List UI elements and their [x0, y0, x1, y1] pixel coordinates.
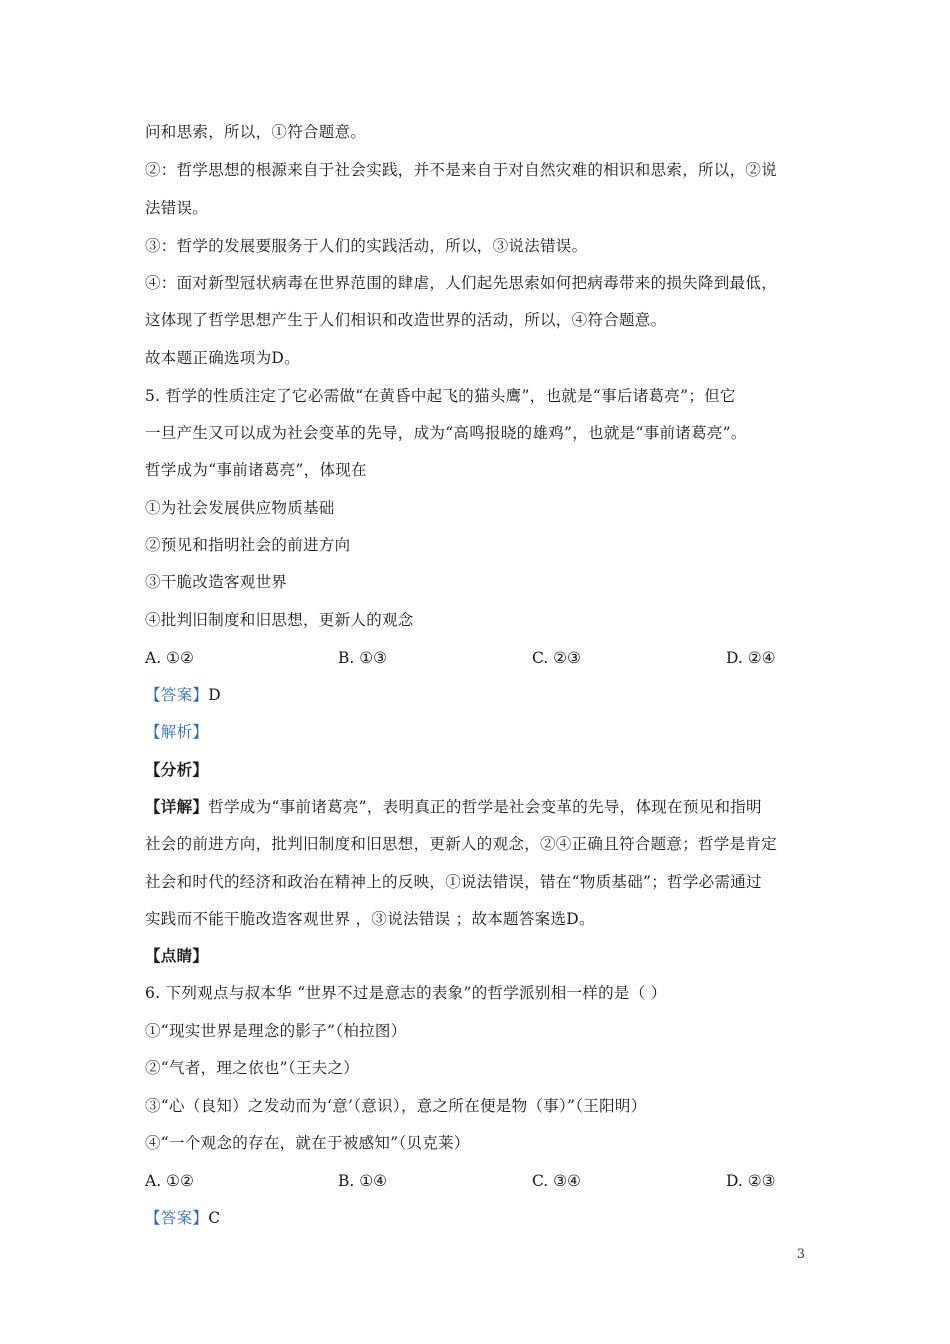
option-a: A. ①②: [145, 649, 194, 667]
option-d: D. ②④: [726, 649, 776, 667]
dianjing-tag: 【点睛】: [145, 946, 209, 965]
paragraph-line: ④：面对新型冠状病毒在世界范围的肆虐，人们起先思索如何把病毒带来的损失降到最低，: [145, 274, 778, 292]
answer-value: D: [208, 686, 221, 704]
question-6-item: ③“心（良知）之发动而为‘意’（意识），意之所在便是物（事）”（王阳明）: [145, 1097, 647, 1115]
answer-line: [145, 1208, 810, 1228]
page-number: 3: [796, 1247, 805, 1262]
option-c: C. ③④: [532, 1172, 581, 1190]
answer-tag: 【答案】: [145, 1209, 209, 1227]
question-5-stem: 5. 哲学的性质注定了它必需做“在黄昏中起飞的猫头鹰”，也就是“事后诸葛亮”；但它: [145, 387, 736, 405]
paragraph-line: ③：哲学的发展要服务于人们的实践活动，所以，③说法错误。: [145, 237, 588, 255]
fenxi-tag: 【分析】: [145, 760, 209, 779]
detail-tag: 【详解】: [145, 797, 209, 816]
question-6-item: ④“一个观念的存在，就在于被感知”（贝克莱）: [145, 1134, 470, 1152]
option-a: A. ①②: [145, 1172, 194, 1190]
question-5-item: ①为社会发展供应物质基础: [145, 499, 335, 517]
question-5-item: ②预见和指明社会的前进方向: [145, 536, 351, 554]
answer-tag: 【答案】: [145, 686, 209, 704]
detail-line: 社会和时代的经济和政治在精神上的反映，①说法错误，错在“物质基础”；哲学必需通过: [145, 873, 762, 891]
paragraph-line: ②：哲学思想的根源来自于社会实践，并不是来自于对自然灾难的相识和思索，所以，②说: [145, 161, 778, 179]
option-b: B. ①③: [338, 649, 388, 667]
paragraph-line: 问和思索，所以，①符合题意。: [145, 123, 367, 141]
answer-value: C: [208, 1209, 221, 1227]
detail-line: 实践而不能干脆改造客观世界 ，③说法错误 ；故本题答案选D。: [145, 910, 595, 928]
detail-line: [145, 797, 810, 817]
option-c: C. ②③: [532, 649, 581, 667]
paragraph-line: 这体现了哲学思想产生于人们相识和改造世界的活动，所以，④符合题意。: [145, 311, 667, 329]
option-b: B. ①④: [338, 1172, 388, 1190]
question-6-stem: 6. 下列观点与叔本华 “世界不过是意志的表象”的哲学派别相一样的是（ ）: [145, 984, 667, 1002]
question-6-item: ②“气者，理之依也”（王夫之）: [145, 1059, 360, 1077]
question-5-item: ④批判旧制度和旧思想，更新人的观念: [145, 611, 414, 629]
answer-line: [145, 685, 810, 705]
question-5-stem: 一旦产生又可以成为社会变革的先导，成为“高鸣报晓的雄鸡”，也就是“事前诸葛亮”。: [145, 424, 747, 442]
detail-line: 社会的前进方向，批判旧制度和旧思想，更新人的观念，②④正确且符合题意；哲学是肯定: [145, 835, 778, 853]
question-6-item: ①“现实世界是理念的影子”（柏拉图）: [145, 1022, 407, 1040]
paragraph-line: 法错误。: [145, 199, 209, 217]
question-5-item: ③干脆改造客观世界: [145, 573, 288, 591]
analysis-tag: 【解析】: [145, 723, 209, 741]
option-d: D. ②③: [726, 1172, 776, 1190]
detail-text: 哲学成为“事前诸葛亮”，表明真正的哲学是社会变革的先导，体现在预见和指明: [208, 798, 762, 816]
question-5-stem: 哲学成为“事前诸葛亮”，体现在: [145, 461, 367, 479]
paragraph-line: 故本题正确选项为D。: [145, 349, 300, 367]
